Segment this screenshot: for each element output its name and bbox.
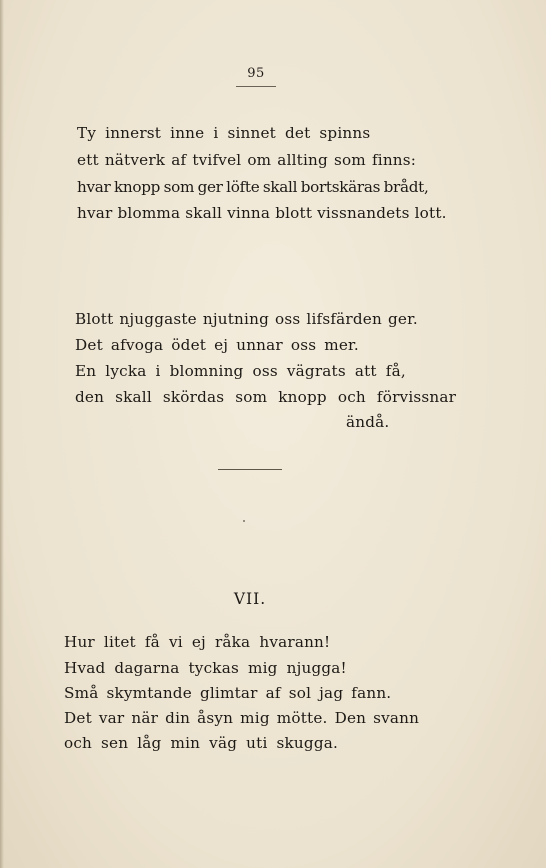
poem-line: Hur litet få vi ej råka hvarann! xyxy=(64,633,331,651)
poem-line: ett nätverk af tvifvel om allting som finns: xyxy=(77,151,417,169)
paper-speck xyxy=(243,520,245,522)
section-divider xyxy=(218,469,282,470)
poem-line: Det var när din åsyn mig mötte. Den svann xyxy=(64,709,420,727)
poem-line: hvar knopp som ger löfte skall bortskäras brådt, xyxy=(77,178,429,196)
poem-line: Det afvoga ödet ej unnar oss mer. xyxy=(75,336,359,354)
poem-line: En lycka i blomning oss vägrats att få, xyxy=(75,362,406,380)
section-heading: VII. xyxy=(233,590,267,608)
poem-line-continuation: ändå. xyxy=(346,413,390,431)
poem-line: Hvad dagarna tyckas mig njugga! xyxy=(64,659,347,677)
poem-line: Ty innerst inne i sinnet det spinns xyxy=(77,124,371,142)
page-number: 95 xyxy=(247,66,265,81)
page-edge-shadow xyxy=(0,0,4,868)
poem-line: den skall skördas som knopp och förvissnar xyxy=(75,388,457,406)
poem-line: och sen låg min väg uti skugga. xyxy=(64,734,339,752)
poem-line: Små skymtande glimtar af sol jag fann. xyxy=(64,684,392,702)
page-number-underline xyxy=(236,86,276,87)
poem-line: hvar blomma skall vinna blott vissnandets lott. xyxy=(77,204,447,222)
poem-line: Blott njuggaste njutning oss lifsfärden ger. xyxy=(75,310,418,328)
